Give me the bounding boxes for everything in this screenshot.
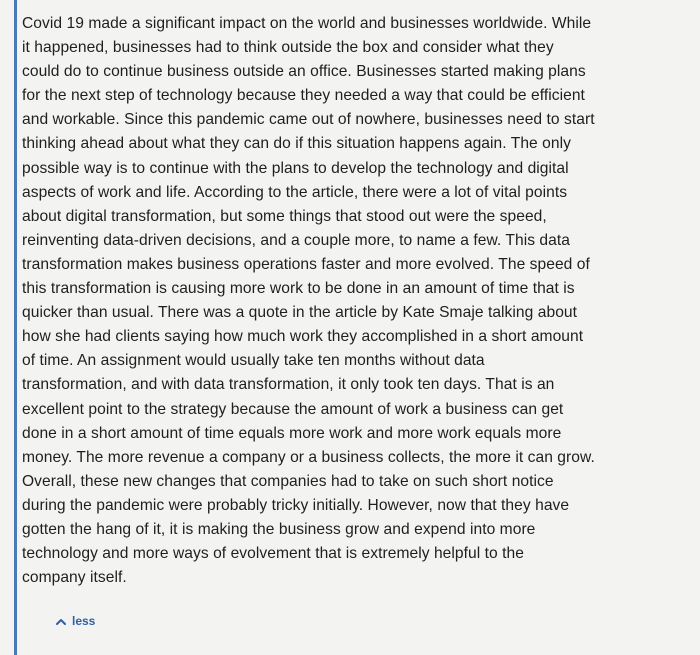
text-line: thinking ahead about what they can do if this situation happens again. The only: [22, 135, 571, 153]
text-line: it happened, businesses had to think outside the box and consider what they: [22, 39, 554, 57]
show-less-link[interactable]: [56, 614, 95, 628]
text-line: Covid 19 made a significant impact on the world and businesses worldwide. While: [22, 15, 592, 32]
text-line: possible way is to continue with the plans to develop the technology and digital: [22, 159, 569, 177]
accent-bar: [14, 0, 17, 655]
text-line: this transformation is causing more work to be done in an amount of time that is: [22, 280, 575, 298]
text-line: could do to continue business outside an office. Businesses started making plans: [22, 63, 586, 81]
text-line: gotten the hang of it, it is making the business grow and expend into more: [22, 520, 536, 538]
text-line: for the next step of technology because they needed a way that could be efficient: [22, 87, 585, 105]
text-line: money. The more revenue a company or a business collects, the more it can grow.: [22, 448, 595, 466]
text-line: during the pandemic were probably tricky initially. However, now that they have: [22, 496, 570, 514]
text-line: excellent point to the strategy because the amount of work a business can get: [22, 400, 564, 418]
show-less-label: less: [72, 614, 96, 628]
text-line: about digital transformation, but some things that stood out were the speed,: [22, 207, 547, 225]
text-line: and workable. Since this pandemic came out of nowhere, businesses need to start: [22, 111, 595, 129]
text-line: of time. An assignment would usually take ten months without data: [22, 352, 485, 370]
text-line: reinventing data-driven decisions, and a couple more, to name a few. This data: [22, 231, 570, 249]
text-line: transformation makes business operations faster and more evolved. The speed of: [22, 255, 590, 273]
chevron-up-icon: [56, 618, 66, 625]
text-line: transformation, and with data transformation, it only took ten days. That is an: [22, 376, 555, 394]
text-line: how she had clients saying how much work they accomplished in a short amount: [22, 328, 584, 346]
text-line: Overall, these new changes that companies had to take on such short notice: [22, 472, 554, 490]
text-line: technology and more ways of evolvement that is extremely helpful to the: [22, 545, 524, 563]
text-line: done in a short amount of time equals more work and more work equals more: [22, 424, 562, 442]
text-line: aspects of work and life. According to the article, there were a lot of vital points: [22, 183, 568, 201]
text-line: company itself.: [22, 569, 127, 587]
text-line: quicker than usual. There was a quote in the article by Kate Smaje talking about: [22, 304, 578, 322]
answer-text: [22, 12, 682, 590]
